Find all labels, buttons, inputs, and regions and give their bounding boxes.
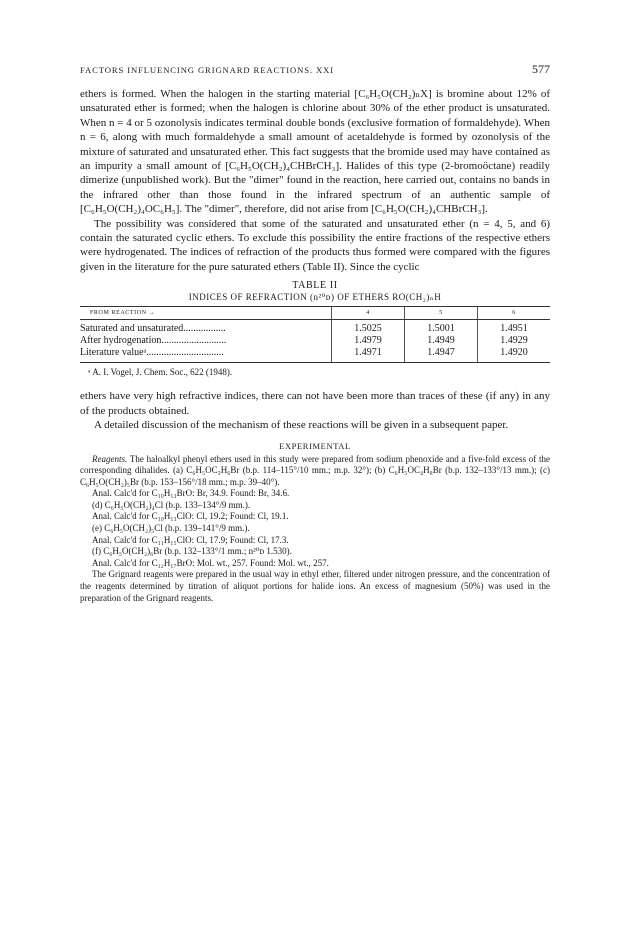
table-column-header: 6: [478, 307, 551, 320]
reagents-paragraph: [80, 454, 550, 489]
body-paragraph-3: ethers have very high refractive indices, there can not have been more than traces of these (if any) in any of the products obtained.: [80, 390, 550, 417]
table-header-label: FROM REACTION →: [80, 307, 332, 320]
table-header-row: [80, 307, 550, 320]
running-title: FACTORS INFLUENCING GRIGNARD REACTIONS. XXI: [80, 65, 334, 75]
table-row: [80, 347, 550, 363]
table-subtitle: INDICES OF REFRACTION (n²⁰ᴅ) OF ETHERS RO(CH₂)ₙH: [188, 292, 442, 303]
table-cell: 1.4947: [405, 347, 478, 363]
analysis-line: Anal. Calc'd for C₁₀H₁₃ClO: Cl, 19.2; Found: Cl, 19.1.: [92, 511, 289, 522]
row-label: Literature valueᵃ...............................: [80, 347, 332, 363]
compound-line: (f) C₆H₅O(CH₂)₆Br (b.p. 132–133°/1 mm.; n²⁰ᴅ 1.530).: [92, 546, 292, 557]
table-cell: 1.5025: [332, 320, 405, 336]
running-header: [80, 62, 550, 77]
refraction-table: [80, 306, 550, 363]
analysis-line: Anal. Calc'd for C₁₀H₁₃BrO: Br, 34.9. Found: Br, 34.6.: [92, 488, 290, 499]
compound-line: (e) C₆H₅O(CH₂)₅Cl (b.p. 139–141°/9 mm.).: [92, 523, 250, 534]
compound-line: (d) C₆H₅O(CH₂)₄Cl (b.p. 133–134°/9 mm.).: [92, 499, 251, 510]
reagents-text: The haloalkyl phenyl ethers used in this study were prepared from sodium phenoxide and a five-fold excess of the corresponding dihalides. (a) C₆H₅OC₃H₆Br (b.p. 114–115°/10 mm.; m.p. 32°); (b) C₆H₅OC₄H₈Br (b.p. 132–133°/13 mm.); (c) C₆H₅O(CH₂)₅Br (b.p. 153–156°/18 mm.; m.p. 39–40°).: [80, 453, 550, 487]
table-cell: 1.4979: [332, 335, 405, 347]
table-cell: 1.5001: [405, 320, 478, 336]
row-label: Saturated and unsaturated.................: [80, 323, 226, 335]
table-footnote: ᵃ A. I. Vogel, J. Chem. Soc., 622 (1948).: [88, 367, 233, 378]
table-cell: 1.4920: [478, 347, 551, 363]
table-column-header: 5: [405, 307, 478, 320]
body-paragraph-2: The possibility was considered that some of the saturated and unsaturated ether (n = 4, 5, and 6) contain the saturated cyclic ethers. To exclude this possibility the entire fractions of the respective ethers were hydrogenated. The indices of refraction of the products thus formed were compared with the figures given in the literature for the pure saturated ethers (Table II). Since the cyclic: [80, 217, 550, 273]
table-column-header: 4: [332, 307, 405, 320]
table-cell: 1.4951: [478, 320, 551, 336]
body-paragraph-4: A detailed discussion of the mechanism of these reactions will be given in a subsequent paper.: [94, 419, 509, 432]
table-row: [80, 320, 550, 336]
table-title: TABLE II: [292, 280, 338, 292]
row-label: After hydrogenation..........................: [80, 335, 227, 347]
grignard-paragraph: The Grignard reagents were prepared in the usual way in ethyl ether, filtered under nitrogen pressure, and the concentration of the reagents determined by titration of aliquot portions for halide ions. An excess of magnesium (50%) was used in the preparation of the Grignard reagents.: [80, 569, 550, 603]
table-cell: 1.4949: [405, 335, 478, 347]
reagents-label: Reagents.: [92, 453, 128, 464]
journal-page: [80, 62, 550, 604]
table-row: [80, 335, 550, 347]
table-cell: 1.4929: [478, 335, 551, 347]
analysis-line: Anal. Calc'd for C₁₁H₁₅ClO: Cl, 17.9; Found: Cl, 17.3.: [92, 534, 289, 545]
page-number: 577: [532, 62, 550, 76]
section-heading: EXPERIMENTAL: [279, 440, 351, 451]
analysis-line: Anal. Calc'd for C₁₂H₁₇BrO: Mol. wt., 257. Found: Mol. wt., 257.: [92, 557, 329, 568]
body-paragraph-1: ethers is formed. When the halogen in the starting material [C₆H₅O(CH₂)ₙX] is bromine about 12% of unsaturated ether is formed; when the halogen is chlorine about 30% of the ether product is unsaturated. When n = 4 or 5 ozonolysis indicates terminal double bonds (exclusive formation of formaldehyde). When n = 6, along with much formaldehyde a small amount of acetaldehyde is formed by ozonolysis of the mixture of saturated and unsaturated ether. This fact suggests that the bromide used may have contained as an impurity a small amount of [C₆H₅O(CH₂)₄CHBrCH₃]. Halides of this type (2-bromoöctane) readily dimerize (unpublished work). But the "dimer" found in the reaction, here carried out, contains no bands in the infrared other than those found in the infrared spectrum of an authentic sample of [C₆H₅O(CH₂)₄OC₆H₅]. The "dimer", therefore, did not arise from [C₆H₅O(CH₂)₄CHBrCH₃].: [80, 88, 550, 216]
table-cell: 1.4971: [332, 347, 405, 363]
